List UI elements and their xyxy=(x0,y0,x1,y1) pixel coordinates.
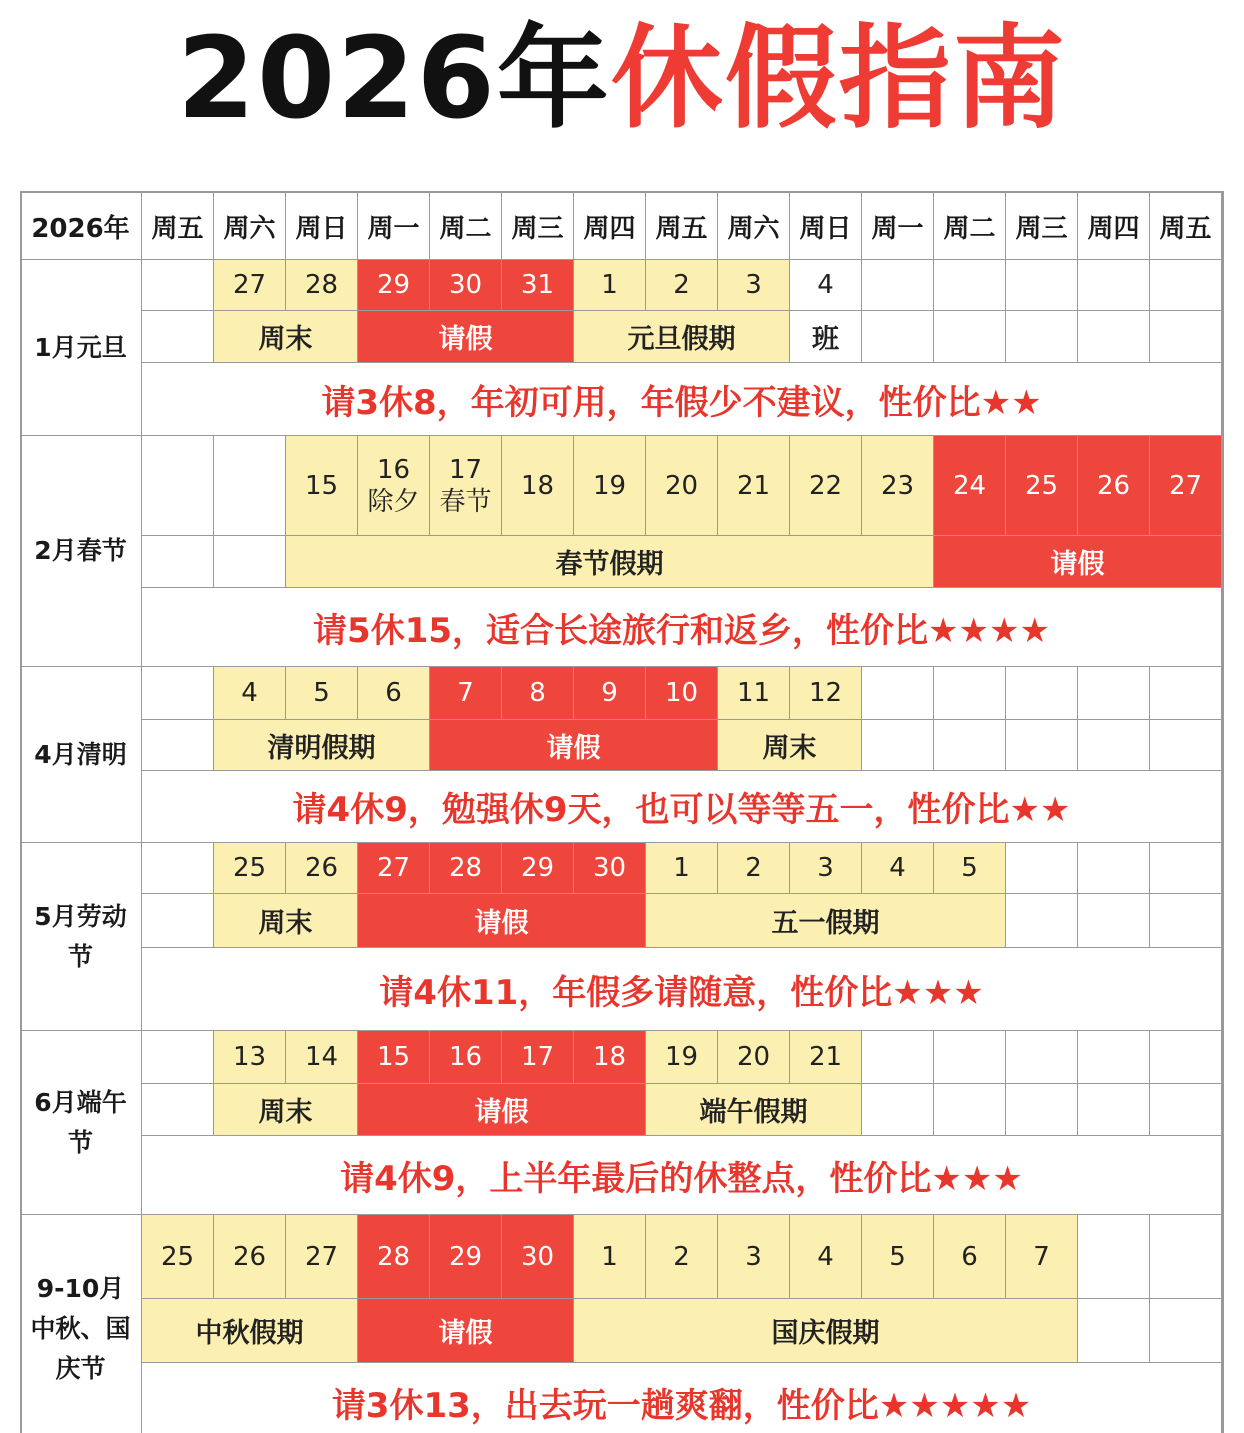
day-cell: 18 xyxy=(502,436,574,536)
day-cell: 26 xyxy=(1078,436,1150,536)
day-cell: 26 xyxy=(214,1215,286,1299)
day-cell: 7 xyxy=(1006,1215,1078,1299)
weekday-header: 周二 xyxy=(430,193,502,260)
day-cell: 9 xyxy=(574,667,646,720)
day-cell xyxy=(934,260,1006,311)
day-cell xyxy=(862,1031,934,1084)
section-month-label: 6月端午节 xyxy=(20,1031,142,1215)
period-label-holiday: 中秋假期 xyxy=(142,1299,358,1363)
empty-cell xyxy=(934,720,1006,771)
day-cell xyxy=(1078,843,1150,894)
weekday-header: 周五 xyxy=(142,193,214,260)
empty-cell xyxy=(862,311,934,363)
day-cell: 24 xyxy=(934,436,1006,536)
day-cell: 11 xyxy=(718,667,790,720)
page-title xyxy=(0,14,1244,144)
day-cell xyxy=(1006,843,1078,894)
day-cell: 22 xyxy=(790,436,862,536)
empty-cell xyxy=(934,311,1006,363)
day-cell: 27 xyxy=(286,1215,358,1299)
period-label-weekend: 周末 xyxy=(718,720,862,771)
holiday-calendar-table xyxy=(20,191,1224,1433)
empty-cell xyxy=(1078,311,1150,363)
day-cell: 20 xyxy=(646,436,718,536)
day-cell: 30 xyxy=(502,1215,574,1299)
day-cell: 28 xyxy=(430,843,502,894)
weekday-header: 周六 xyxy=(718,193,790,260)
weekday-header: 周三 xyxy=(1006,193,1078,260)
day-cell: 2 xyxy=(718,843,790,894)
empty-cell xyxy=(1078,720,1150,771)
day-cell: 29 xyxy=(430,1215,502,1299)
day-cell: 19 xyxy=(646,1031,718,1084)
day-cell xyxy=(1150,260,1222,311)
calendar-grid xyxy=(20,191,1222,1433)
empty-cell xyxy=(1006,720,1078,771)
empty-cell xyxy=(214,536,286,588)
day-cell xyxy=(142,667,214,720)
period-label-leave: 请假 xyxy=(358,894,646,948)
title-year: 2026年 xyxy=(177,14,611,144)
day-cell-eve xyxy=(358,436,430,536)
weekday-header: 周四 xyxy=(574,193,646,260)
period-label-weekend: 周末 xyxy=(214,894,358,948)
day-number: 17 xyxy=(448,454,483,485)
day-cell xyxy=(142,843,214,894)
day-cell: 15 xyxy=(358,1031,430,1084)
title-main: 休假指南 xyxy=(610,14,1067,144)
empty-cell xyxy=(1150,1299,1222,1363)
period-label-holiday: 端午假期 xyxy=(646,1084,862,1136)
empty-cell xyxy=(1150,720,1222,771)
period-label-leave: 请假 xyxy=(358,1084,646,1136)
empty-cell xyxy=(1006,1084,1078,1136)
day-cell: 31 xyxy=(502,260,574,311)
weekday-header: 周一 xyxy=(862,193,934,260)
day-cell xyxy=(1078,1031,1150,1084)
weekday-header: 周五 xyxy=(646,193,718,260)
empty-cell xyxy=(862,1084,934,1136)
header-corner: 2026年 xyxy=(20,193,142,260)
day-cell: 30 xyxy=(574,843,646,894)
day-cell: 29 xyxy=(502,843,574,894)
weekday-header: 周四 xyxy=(1078,193,1150,260)
day-cell xyxy=(1006,260,1078,311)
day-cell xyxy=(934,667,1006,720)
period-label-holiday: 春节假期 xyxy=(286,536,934,588)
day-cell: 15 xyxy=(286,436,358,536)
day-cell: 1 xyxy=(646,843,718,894)
empty-cell xyxy=(1078,1084,1150,1136)
empty-cell xyxy=(862,720,934,771)
day-cell: 16 xyxy=(430,1031,502,1084)
day-cell: 2 xyxy=(646,260,718,311)
weekday-header: 周日 xyxy=(286,193,358,260)
day-number: 16 xyxy=(376,454,411,485)
section-month-label: 1月元旦 xyxy=(20,260,142,436)
day-cell xyxy=(862,667,934,720)
period-label-workday: 班 xyxy=(790,311,862,363)
day-cell xyxy=(1150,1215,1222,1299)
empty-cell xyxy=(142,720,214,771)
section-month-label: 9-10月中秋、国庆节 xyxy=(20,1215,142,1433)
day-cell: 20 xyxy=(718,1031,790,1084)
day-cell xyxy=(1078,667,1150,720)
day-cell: 3 xyxy=(718,260,790,311)
empty-cell xyxy=(142,311,214,363)
day-cell: 17 xyxy=(502,1031,574,1084)
day-cell: 5 xyxy=(934,843,1006,894)
empty-cell xyxy=(142,894,214,948)
section-note: 请3休8，年初可用，年假少不建议，性价比★★ xyxy=(142,363,1222,436)
day-cell: 27 xyxy=(214,260,286,311)
weekday-header: 周五 xyxy=(1150,193,1222,260)
day-cell xyxy=(1006,1031,1078,1084)
day-cell: 21 xyxy=(718,436,790,536)
day-cell xyxy=(1078,260,1150,311)
day-cell xyxy=(142,260,214,311)
day-cell xyxy=(1150,667,1222,720)
day-cell: 19 xyxy=(574,436,646,536)
day-cell: 30 xyxy=(430,260,502,311)
empty-cell xyxy=(1078,1299,1150,1363)
section-note: 请4休9，上半年最后的休整点，性价比★★★ xyxy=(142,1136,1222,1215)
day-cell: 4 xyxy=(790,1215,862,1299)
day-cell: 14 xyxy=(286,1031,358,1084)
day-cell: 25 xyxy=(1006,436,1078,536)
weekday-header: 周日 xyxy=(790,193,862,260)
day-cell: 6 xyxy=(358,667,430,720)
empty-cell xyxy=(1150,311,1222,363)
day-cell: 23 xyxy=(862,436,934,536)
period-label-leave: 请假 xyxy=(358,1299,574,1363)
day-cell: 27 xyxy=(1150,436,1222,536)
day-cell xyxy=(934,1031,1006,1084)
section-month-label: 5月劳动节 xyxy=(20,843,142,1031)
weekday-header: 周三 xyxy=(502,193,574,260)
day-cell xyxy=(1150,1031,1222,1084)
day-cell xyxy=(1006,667,1078,720)
day-sub-label: 除夕 xyxy=(367,486,420,517)
day-cell: 5 xyxy=(286,667,358,720)
day-sub-label: 春节 xyxy=(439,486,492,517)
day-cell xyxy=(142,1031,214,1084)
weekday-header: 周一 xyxy=(358,193,430,260)
period-label-holiday: 清明假期 xyxy=(214,720,430,771)
day-cell: 4 xyxy=(214,667,286,720)
empty-cell xyxy=(142,1084,214,1136)
day-cell: 13 xyxy=(214,1031,286,1084)
section-note: 请5休15，适合长途旅行和返乡，性价比★★★★ xyxy=(142,588,1222,667)
section-note: 请3休13，出去玩一趟爽翻，性价比★★★★★ xyxy=(142,1363,1222,1433)
day-cell-spring-festival xyxy=(430,436,502,536)
day-cell xyxy=(142,436,214,536)
period-label-weekend: 周末 xyxy=(214,1084,358,1136)
empty-cell xyxy=(1006,894,1078,948)
section-note: 请4休9，勉强休9天，也可以等等五一，性价比★★ xyxy=(142,771,1222,843)
empty-cell xyxy=(1078,894,1150,948)
period-label-holiday: 国庆假期 xyxy=(574,1299,1078,1363)
section-month-label: 4月清明 xyxy=(20,667,142,843)
weekday-header: 周六 xyxy=(214,193,286,260)
day-cell: 25 xyxy=(214,843,286,894)
section-note: 请4休11，年假多请随意，性价比★★★ xyxy=(142,948,1222,1031)
period-label-leave: 请假 xyxy=(358,311,574,363)
day-cell xyxy=(1150,843,1222,894)
day-cell: 3 xyxy=(790,843,862,894)
weekday-header: 周二 xyxy=(934,193,1006,260)
period-label-holiday: 五一假期 xyxy=(646,894,1006,948)
empty-cell xyxy=(1006,311,1078,363)
empty-cell xyxy=(1150,894,1222,948)
day-cell: 25 xyxy=(142,1215,214,1299)
day-cell: 7 xyxy=(430,667,502,720)
day-cell: 28 xyxy=(358,1215,430,1299)
day-cell: 3 xyxy=(718,1215,790,1299)
empty-cell xyxy=(1150,1084,1222,1136)
day-cell: 1 xyxy=(574,1215,646,1299)
section-month-label: 2月春节 xyxy=(20,436,142,667)
day-cell: 28 xyxy=(286,260,358,311)
day-cell: 8 xyxy=(502,667,574,720)
empty-cell xyxy=(934,1084,1006,1136)
period-label-leave: 请假 xyxy=(934,536,1222,588)
period-label-leave: 请假 xyxy=(430,720,718,771)
day-cell: 1 xyxy=(574,260,646,311)
day-cell xyxy=(1078,1215,1150,1299)
day-cell: 5 xyxy=(862,1215,934,1299)
day-cell: 18 xyxy=(574,1031,646,1084)
empty-cell xyxy=(142,536,214,588)
period-label-weekend: 周末 xyxy=(214,311,358,363)
day-cell: 29 xyxy=(358,260,430,311)
day-cell: 27 xyxy=(358,843,430,894)
day-cell: 21 xyxy=(790,1031,862,1084)
day-cell xyxy=(214,436,286,536)
day-cell: 12 xyxy=(790,667,862,720)
day-cell: 2 xyxy=(646,1215,718,1299)
day-cell: 4 xyxy=(862,843,934,894)
period-label-holiday: 元旦假期 xyxy=(574,311,790,363)
day-cell: 10 xyxy=(646,667,718,720)
day-cell xyxy=(862,260,934,311)
day-cell: 26 xyxy=(286,843,358,894)
day-cell: 4 xyxy=(790,260,862,311)
day-cell: 6 xyxy=(934,1215,1006,1299)
